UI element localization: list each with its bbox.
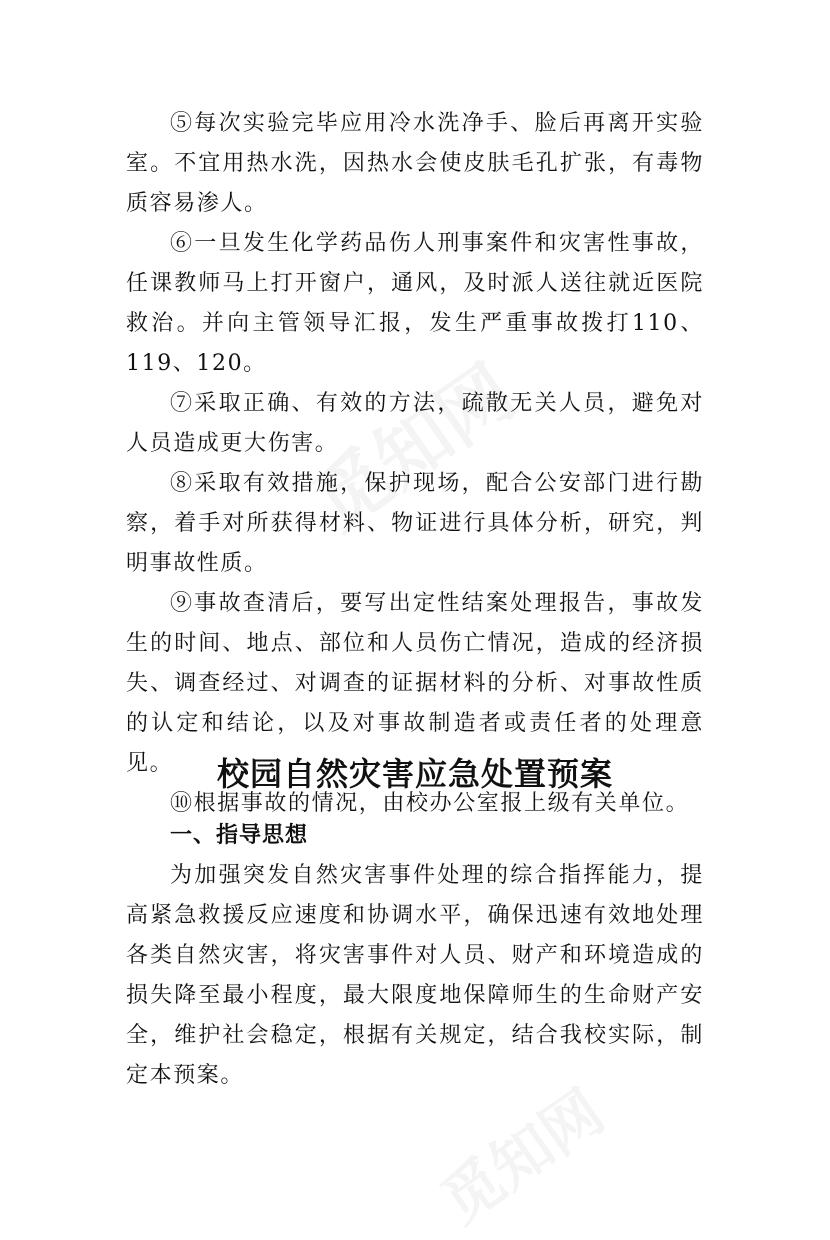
paragraph-6: ⑥一旦发生化学药品伤人刑事案件和灾害性事故，任课教师马上打开窗户，通风，及时派人送往就近医院救治。并向主管领导汇报，发生严重事故拨打110、119、120。 [126,231,704,376]
paragraph-8: ⑧采取有效措施，保护现场，配合公安部门进行勘察，着手对所获得材料、物证进行具体分析，研究，判明事故性质。 [126,471,704,576]
paragraph-9: ⑨事故查清后，要写出定性结案处理报告，事故发生的时间、地点、部位和人员伤亡情况，造成的经济损失、调查经过、对调查的证据材料的分析、对事故性质的认定和结论，以及对事故制造者或责任者的处理意见。 [126,591,704,776]
paragraph-5: ⑤每次实验完毕应用冷水洗净手、脸后再离开实验室。不宜用热水洗，因热水会使皮肤毛孔扩张，有毒物质容易渗人。 [126,111,704,216]
paragraph-10: ⑩根据事故的情况，由校办公室报上级有关单位。 [170,791,690,816]
numbered-paragraphs [126,104,704,824]
section-heading: 一、指导思想 [170,823,309,848]
document-title: 校园自然灾害应急处置预案 [216,755,613,793]
section-body-paragraph: 为加强突发自然灾害事件处理的综合指挥能力，提高紧急救援反应速度和协调水平，确保迅速有效地处理各类自然灾害，将灾害事件对人员、财产和环境造成的损失降至最小程度，最大限度地保障师生的生命财产安全，维护社会稳定，根据有关规定，结合我校实际，制定本预案。 [126,863,704,1088]
paragraph-7: ⑦采取正确、有效的方法，疏散无关人员，避免对人员造成更大伤害。 [126,391,704,456]
